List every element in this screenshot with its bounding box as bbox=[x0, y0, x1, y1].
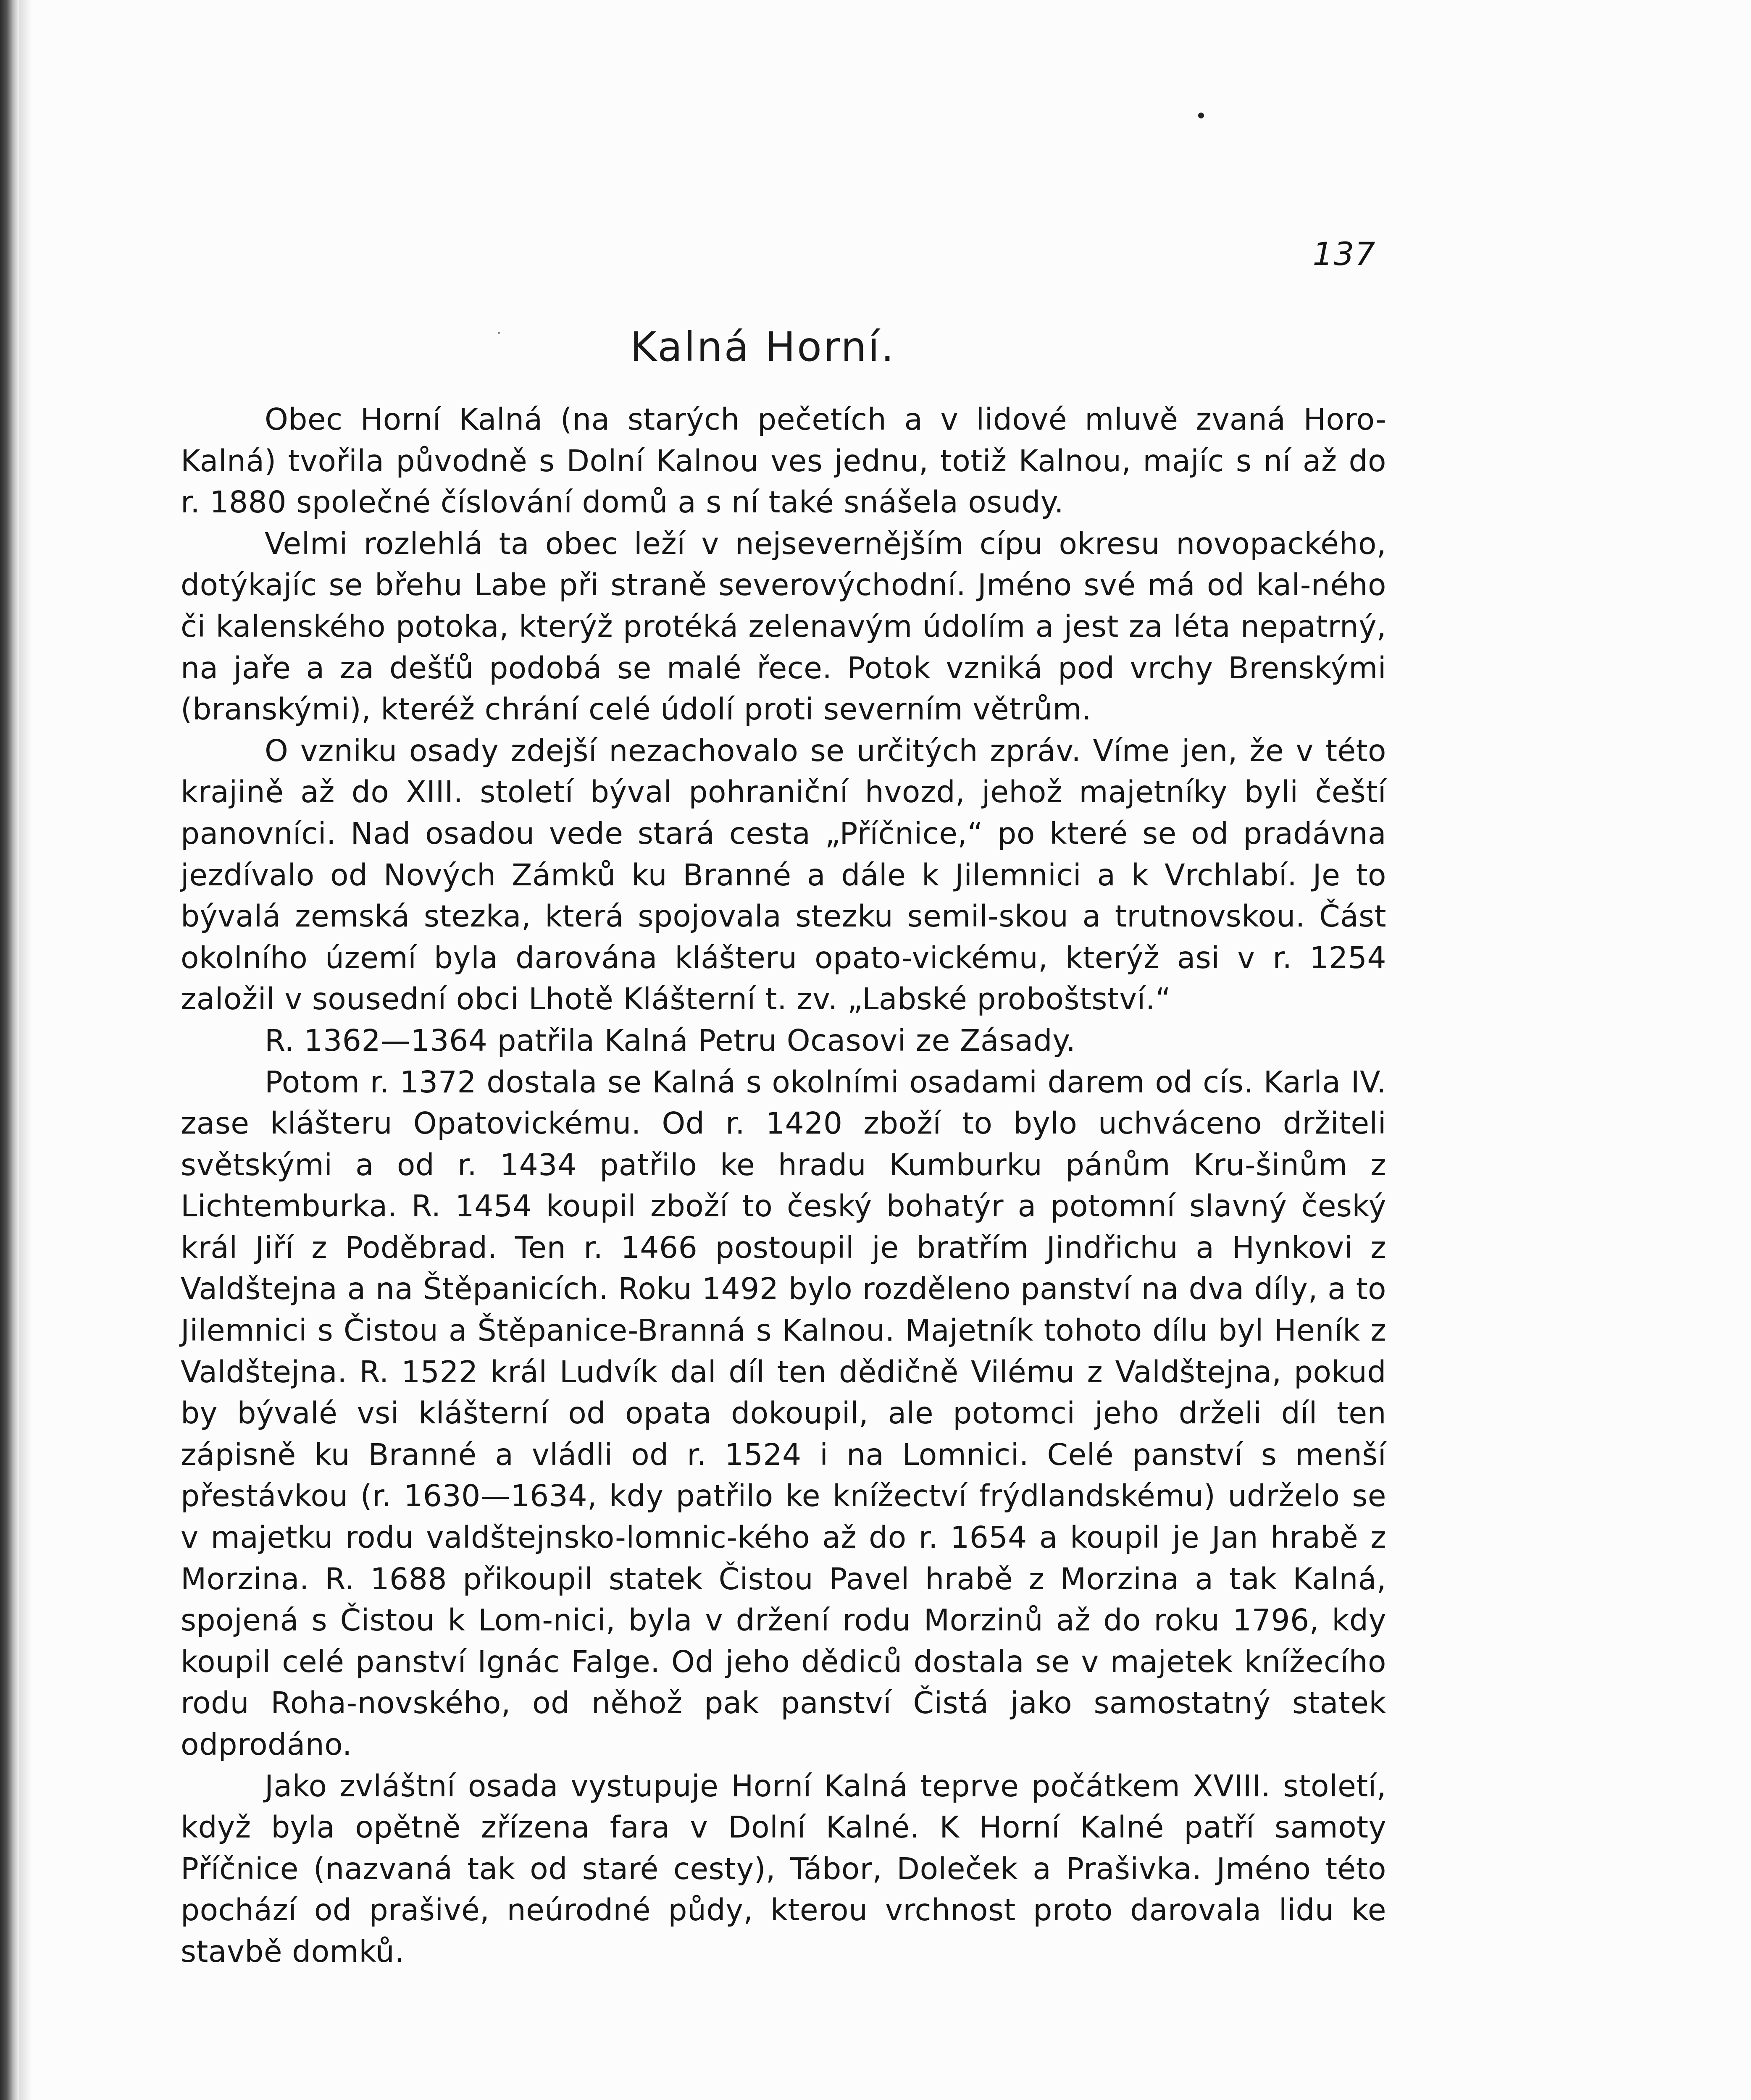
paragraph: Obec Horní Kalná (na starých pečetích a v lidové mluvě zvaná Horo-Kalná) tvořila původně s Dolní Kalnou ves jednu, totiž Kalnou, majíc s ní až do r. 1880 společné číslování domů a s ní také snášela osudy. bbox=[181, 402, 1386, 520]
page-number: 137 bbox=[1312, 235, 1376, 273]
scan-speck bbox=[498, 332, 500, 334]
article-body bbox=[181, 399, 1386, 1973]
binding-edge bbox=[0, 0, 19, 2100]
scan-speck bbox=[1198, 113, 1204, 118]
paragraph: Potom r. 1372 dostala se Kalná s okolními osadami darem od cís. Karla IV. zase klášteru Opatovickému. Od r. 1420 zboží to bylo uchváceno držiteli světskými a od r. 1434 patřilo ke hradu Kumburku pánům Kru-šinům z Lichtemburka. R. 1454 koupil zboží to český bohatýr a potomní slavný český král Jiří z Poděbrad. Ten r. 1466 postoupil je bratřím Jindřichu a Hynkovi z Valdštejna a na Štěpanicích. Roku 1492 bylo rozděleno panství na dva díly, a to Jilemnici s Čistou a Štěpanice-Branná s Kalnou. Majetník tohoto dílu byl Heník z Valdštejna. R. 1522 král Ludvík dal díl ten dědičně Vilému z Valdštejna, pokud by bývalé vsi klášterní od opata dokoupil, ale potomci jeho drželi díl ten zápisně ku Branné a vládli od r. 1524 i na Lomnici. Celé panství s menší přestávkou (r. 1630—1634, kdy patřilo ke knížectví frýdlandskému) udrželo se v majetku rodu valdštejnsko-lomnic-kého až do r. 1654 a koupil je Jan hrabě z Morzina. R. 1688 přikoupil statek Čistou Pavel hrabě z Morzina a tak Kalná, spojená s Čistou k Lom-nici, byla v držení rodu Morzinů až do roku 1796, kdy koupil celé panství Ignác Falge. Od jeho dědiců dostala se v majetek knížecího rodu Roha-novského, od něhož pak panství Čistá jako samostatný statek odprodáno. bbox=[181, 1064, 1386, 1762]
binding-shadow bbox=[19, 0, 32, 2100]
paragraph: R. 1362—1364 patřila Kalná Petru Ocasovi ze Zásady. bbox=[265, 1023, 1076, 1058]
paragraph: Velmi rozlehlá ta obec leží v nejsevernějším cípu okresu novopackého, dotýkajíc se břehu Labe při straně severovýchodní. Jméno své má od kal-ného či kalenského potoka, kterýž protéká zelenavým údolím a jest za léta nepatrný, na jaře a za dešťů podobá se malé řece. Potok vzniká pod vrchy Brenskými (branskými), kteréž chrání celé údolí proti severním větrům. bbox=[181, 526, 1386, 727]
paragraph: Jako zvláštní osada vystupuje Horní Kalná teprve počátkem XVIII. století, když byla opětně zřízena fara v Dolní Kalné. K Horní Kalné patří samoty Příčnice (nazvaná tak od staré cesty), Tábor, Doleček a Prašivka. Jméno této pochází od prašivé, neúrodné půdy, kterou vrchnost proto darovala lidu ke stavbě domků. bbox=[181, 1768, 1386, 1969]
page-title: Kalná Horní. bbox=[630, 323, 896, 370]
paragraph: O vzniku osady zdejší nezachovalo se určitých zpráv. Víme jen, že v této krajině až do XIII. století býval pohraniční hvozd, jehož majetníky byli čeští panovníci. Nad osadou vede stará cesta „Příčnice,“ po které se od pradávna jezdívalo od Nových Zámků ku Branné a dále k Jilemnici a k Vrchlabí. Je to bývalá zemská stezka, která spojovala stezku semil-skou a trutnovskou. Část okolního území byla darována klášteru opato-vickému, kterýž asi v r. 1254 založil v sousední obci Lhotě Klášterní t. zv. „Labské proboštství.“ bbox=[181, 733, 1386, 1017]
